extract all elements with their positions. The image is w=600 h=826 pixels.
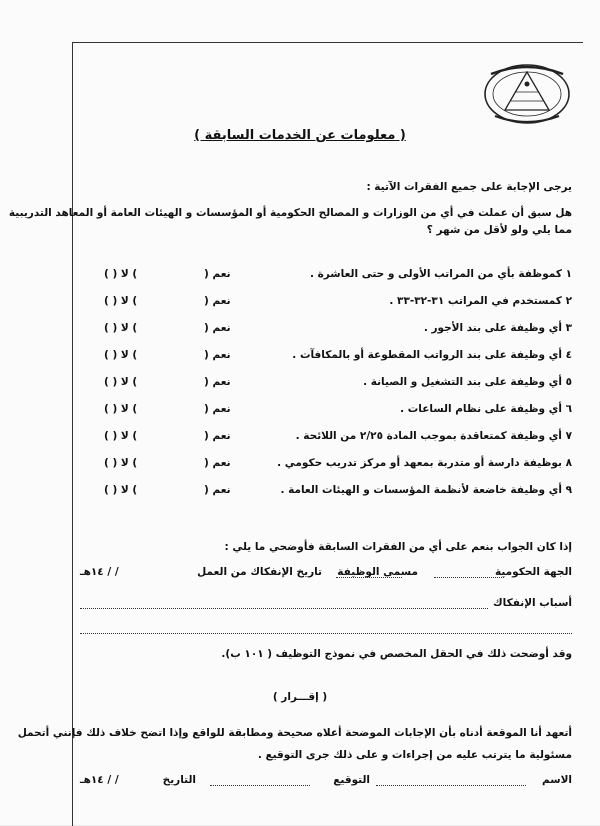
pledge-line-2: مسئولية ما يترتب عليه من إجراءات و على ذلك جرى التوقيع . xyxy=(257,749,572,761)
item-4-yes[interactable]: نعم ( xyxy=(204,349,231,361)
item-8-text: ٨ بوظيفة دارسة أو متدربة بمعهد أو مركز تدريب حكومي . xyxy=(277,457,572,469)
question-line-1: هل سبق أن عملت في أي من الوزارات و المصالح الحكومية أو المؤسسات و الهيئات العامة أو المعاهد التدريبية xyxy=(8,207,572,219)
pledge-line-1: أتعهد أنا الموقعة أدناه بأن الإجابات الموضحة أعلاه صحيحة ومطابقة للواقع وإذا اتضح خلاف ذلك فإنني أتحمل xyxy=(17,727,572,739)
item-3-yes[interactable]: نعم ( xyxy=(204,322,231,334)
item-8-no[interactable]: ) لا ( ) xyxy=(104,457,138,469)
item-9-yes[interactable]: نعم ( xyxy=(204,484,231,496)
item-1-yes[interactable]: نعم ( xyxy=(204,268,231,280)
item-6-no[interactable]: ) لا ( ) xyxy=(104,403,138,415)
item-7-no[interactable]: ) لا ( ) xyxy=(104,430,138,442)
job-title-field[interactable] xyxy=(336,577,402,578)
item-8-yes[interactable]: نعم ( xyxy=(204,457,231,469)
item-3-text: ٣ أي وظيفة على بند الأجور . xyxy=(423,322,572,334)
separation-date-field[interactable]: / / ١٤هـ xyxy=(80,566,119,578)
acknowledgment-title: ( إقـــرار ) xyxy=(272,691,328,703)
department-label: الجهة الحكومية xyxy=(494,566,572,578)
item-1-text: ١ كموظفة بأي من المراتب الأولى و حتى العاشرة . xyxy=(309,268,572,280)
name-field[interactable] xyxy=(376,785,526,786)
date-field[interactable]: / / ١٤هـ xyxy=(80,774,119,786)
item-5-yes[interactable]: نعم ( xyxy=(204,376,231,388)
item-7-yes[interactable]: نعم ( xyxy=(204,430,231,442)
job-title-label: مسمى الوظيفة xyxy=(337,566,418,578)
item-9-no[interactable]: ) لا ( ) xyxy=(104,484,138,496)
signature-field[interactable] xyxy=(210,785,310,786)
item-6-yes[interactable]: نعم ( xyxy=(204,403,231,415)
date-label: التاريخ xyxy=(162,774,196,786)
item-6-text: ٦ أي وظيفة على نظام الساعات . xyxy=(400,403,572,415)
department-field[interactable] xyxy=(434,577,504,578)
item-9-text: ٩ أي وظيفة خاضعة لأنظمة المؤسسات و الهيئات العامة . xyxy=(280,484,572,496)
item-5-text: ٥ أي وظيفة على بند التشغيل و الصيانة . xyxy=(363,376,572,388)
item-1-no[interactable]: ) لا ( ) xyxy=(104,268,138,280)
item-7-text: ٧ أي وظيفة كمتعاقدة بموجب المادة ٢/٢٥ من اللائحة . xyxy=(295,430,572,442)
item-3-no[interactable]: ) لا ( ) xyxy=(104,322,138,334)
reasons-field-line-1[interactable] xyxy=(80,608,488,609)
details-question: إذا كان الجواب بنعم على أي من الفقرات السابقة فأوضحي ما يلي : xyxy=(224,541,572,553)
reasons-label: أسباب الإنفكاك xyxy=(493,597,572,609)
item-2-yes[interactable]: نعم ( xyxy=(204,295,231,307)
item-4-text: ٤ أي وظيفة على بند الرواتب المقطوعة أو بالمكافآت . xyxy=(292,349,572,361)
signature-label: التوقيع xyxy=(333,774,370,786)
page-title: ( معلومات عن الخدمات السابقة ) xyxy=(194,128,406,143)
item-4-no[interactable]: ) لا ( ) xyxy=(104,349,138,361)
separation-date-label: تاريخ الإنفكاك من العمل xyxy=(197,566,322,578)
emblem-seal-icon xyxy=(483,62,571,126)
instruction-text: يرجى الإجابة على جميع الفقرات الآتية : xyxy=(366,181,572,193)
item-2-text: ٢ كمستخدم في المراتب ٣١-٣٢-٣٣ . xyxy=(389,295,572,307)
item-5-no[interactable]: ) لا ( ) xyxy=(104,376,138,388)
item-2-no[interactable]: ) لا ( ) xyxy=(104,295,138,307)
form-101b-note: وقد أوضحت ذلك في الحقل المخصص في نموذج التوظيف ( ١٠١ ب). xyxy=(221,648,572,660)
question-line-2: مما يلي ولو لأقل من شهر ؟ xyxy=(426,224,572,236)
reasons-field-line-2[interactable] xyxy=(80,633,572,634)
name-label: الاسم xyxy=(542,774,572,786)
